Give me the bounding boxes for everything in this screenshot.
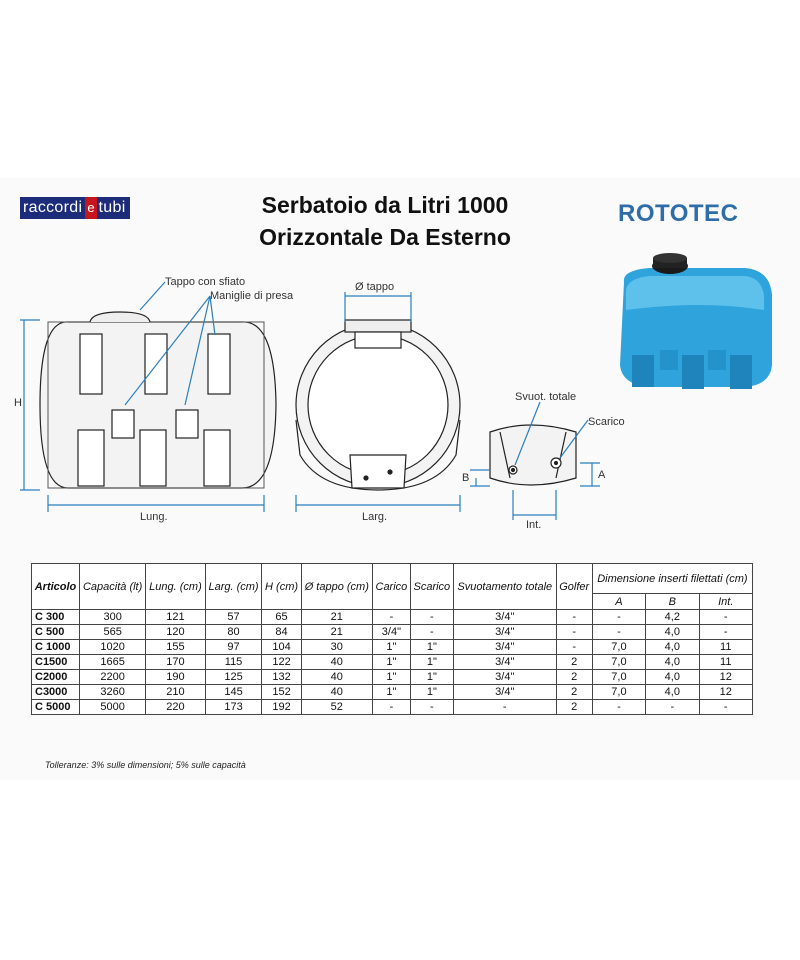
table-cell: 3/4" (453, 625, 556, 640)
table-cell: 7,0 (592, 685, 645, 700)
table-cell: - (556, 625, 592, 640)
header-capacita: Capacità (lt) (80, 564, 146, 610)
table-cell: 57 (205, 610, 262, 625)
table-row (32, 655, 753, 670)
header-dimensione: Dimensione inserti filettati (cm) (592, 564, 752, 594)
table-cell: 52 (301, 700, 372, 715)
label-h: H (14, 397, 22, 409)
table-cell: 1" (372, 640, 410, 655)
table-cell: 65 (262, 610, 301, 625)
table-cell: 84 (262, 625, 301, 640)
table-cell: 4,0 (646, 670, 699, 685)
table-cell: 40 (301, 685, 372, 700)
table-cell: 2 (556, 655, 592, 670)
table-cell: 220 (146, 700, 205, 715)
table-cell-articolo: C 1000 (32, 640, 80, 655)
specification-table (31, 563, 753, 715)
table-body (32, 610, 753, 715)
table-cell: 115 (205, 655, 262, 670)
table-cell: 152 (262, 685, 301, 700)
table-cell: 300 (80, 610, 146, 625)
table-cell: 1" (372, 685, 410, 700)
table-cell: 1" (410, 640, 453, 655)
table-cell: - (699, 610, 753, 625)
table-cell: 1" (410, 670, 453, 685)
table-cell: 4,2 (646, 610, 699, 625)
table-cell: 40 (301, 655, 372, 670)
table-cell: - (410, 625, 453, 640)
table-row (32, 700, 753, 715)
table-cell: 173 (205, 700, 262, 715)
table-cell: 121 (146, 610, 205, 625)
table-cell: 7,0 (592, 640, 645, 655)
page-title-line2: Orizzontale Da Esterno (259, 224, 511, 250)
table-cell: - (410, 700, 453, 715)
table-cell: 132 (262, 670, 301, 685)
table-row (32, 640, 753, 655)
table-cell: 30 (301, 640, 372, 655)
table-cell: 1" (372, 670, 410, 685)
label-diam-tappo: Ø tappo (355, 281, 395, 293)
table-cell: 7,0 (592, 655, 645, 670)
table-cell: - (556, 640, 592, 655)
table-cell: - (592, 610, 645, 625)
table-row (32, 610, 753, 625)
table-cell: 210 (146, 685, 205, 700)
cap-side (90, 312, 150, 322)
raccordi-e-tubi-logo (20, 197, 130, 219)
label-larg: Larg. (362, 511, 388, 523)
table-cell: 1020 (80, 640, 146, 655)
table-cell: 192 (262, 700, 301, 715)
table-cell: 2200 (80, 670, 146, 685)
tank-product-photo (620, 253, 772, 389)
table-row (32, 625, 753, 640)
table-cell: 2 (556, 685, 592, 700)
table-cell: 122 (262, 655, 301, 670)
rototec-logo: ROTOTEC (618, 200, 739, 227)
table-cell: - (646, 700, 699, 715)
header-int: Int. (699, 594, 753, 610)
table-cell-articolo: C3000 (32, 685, 80, 700)
header-svuotamento: Svuotamento totale (453, 564, 556, 610)
table-cell: 3/4" (453, 670, 556, 685)
table-cell: 145 (205, 685, 262, 700)
table-cell: 5000 (80, 700, 146, 715)
table-cell: - (592, 700, 645, 715)
label-a: A (598, 469, 606, 481)
outlet-detail (490, 425, 576, 485)
table-cell: 3/4" (453, 685, 556, 700)
table-cell: - (699, 700, 753, 715)
table-cell-articolo: C 500 (32, 625, 80, 640)
table-cell: 21 (301, 610, 372, 625)
table-cell: 21 (301, 625, 372, 640)
header-tappo: Ø tappo (cm) (301, 564, 372, 610)
label-maniglie: Maniglie di presa (210, 290, 294, 302)
table-cell: 11 (699, 655, 753, 670)
header-golfer: Golfer (556, 564, 592, 610)
header-b: B (646, 594, 699, 610)
table-cell: - (410, 610, 453, 625)
table-cell: 4,0 (646, 625, 699, 640)
table-cell: 3/4" (453, 640, 556, 655)
logo-text-tubi: tubi (97, 197, 130, 219)
table-cell: - (372, 610, 410, 625)
table-cell: 170 (146, 655, 205, 670)
table-cell: 1665 (80, 655, 146, 670)
header-a: A (592, 594, 645, 610)
table-cell: - (556, 610, 592, 625)
table-cell: 3/4" (453, 610, 556, 625)
label-svuot-totale: Svuot. totale (515, 391, 577, 403)
label-int: Int. (526, 519, 542, 531)
table-cell: 97 (205, 640, 262, 655)
table-cell: 12 (699, 670, 753, 685)
table-cell: 104 (262, 640, 301, 655)
logo-text-raccordi: raccordi (20, 197, 85, 219)
header-articolo: Articolo (32, 564, 80, 610)
label-b: B (462, 472, 470, 484)
table-cell: 3/4" (453, 655, 556, 670)
header-carico: Carico (372, 564, 410, 610)
table-cell: 1" (372, 655, 410, 670)
table-cell: 40 (301, 670, 372, 685)
table-cell: 1" (410, 685, 453, 700)
table-cell: 190 (146, 670, 205, 685)
table-row (32, 670, 753, 685)
label-lung: Lung. (140, 511, 168, 523)
header-scarico: Scarico (410, 564, 453, 610)
table-cell: 155 (146, 640, 205, 655)
logo-text-e: e (85, 197, 96, 219)
header-h: H (cm) (262, 564, 301, 610)
table-cell: 125 (205, 670, 262, 685)
table-cell: 2 (556, 670, 592, 685)
table-cell-articolo: C 300 (32, 610, 80, 625)
table-cell: - (453, 700, 556, 715)
table-cell: 7,0 (592, 670, 645, 685)
table-cell: 565 (80, 625, 146, 640)
table-cell: - (699, 625, 753, 640)
table-row (32, 685, 753, 700)
table-cell: 4,0 (646, 685, 699, 700)
table-cell: - (372, 700, 410, 715)
table-cell: 80 (205, 625, 262, 640)
page-title-line1: Serbatoio da Litri 1000 (261, 192, 509, 218)
table-cell-articolo: C 5000 (32, 700, 80, 715)
table-cell-articolo: C1500 (32, 655, 80, 670)
table-cell: 120 (146, 625, 205, 640)
technical-drawing (0, 250, 800, 550)
outlet-box-front (350, 455, 406, 488)
table-cell: - (592, 625, 645, 640)
tolerance-note: Tolleranze: 3% sulle dimensioni; 5% sulle capacità (45, 760, 246, 770)
label-scarico: Scarico (588, 416, 625, 428)
table-cell: 4,0 (646, 640, 699, 655)
table-cell: 2 (556, 700, 592, 715)
header-larg: Larg. (cm) (205, 564, 262, 610)
header-lung: Lung. (cm) (146, 564, 205, 610)
label-tappo-con-sfiato: Tappo con sfiato (165, 276, 246, 288)
table-cell: 11 (699, 640, 753, 655)
table-cell: 4,0 (646, 655, 699, 670)
table-cell: 1" (410, 655, 453, 670)
table-cell: 3260 (80, 685, 146, 700)
table-cell: 12 (699, 685, 753, 700)
table-cell-articolo: C2000 (32, 670, 80, 685)
table-cell: 3/4" (372, 625, 410, 640)
